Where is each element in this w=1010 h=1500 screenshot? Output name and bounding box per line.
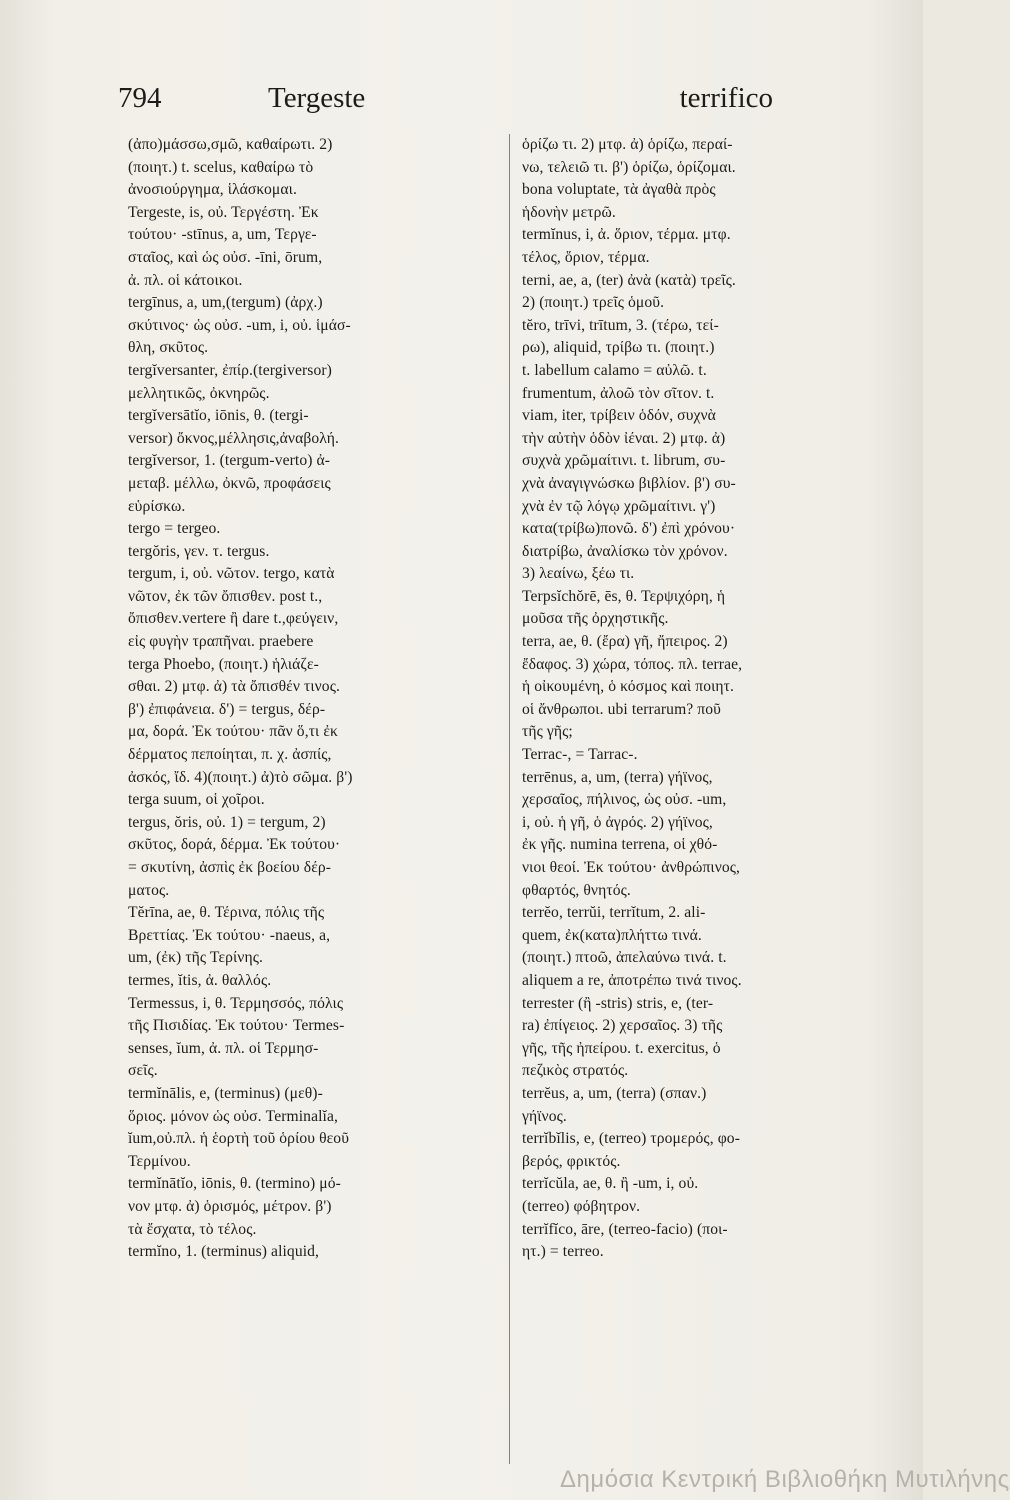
left-column-line: ĭum,οὐ.πλ. ἡ ἑορτὴ τοῦ ὁρίου θεοῦ — [128, 1130, 350, 1148]
right-column-line: terrĭbĭlis, e, (terreo) τρομερός, φο- — [522, 1130, 740, 1148]
right-column-line: χνὰ ἀναγιγνώσκω βιβλίον. β') συ- — [522, 474, 736, 492]
left-column-line: ὅριος. μόνον ὡς οὐσ. Terminalĭa, — [128, 1107, 338, 1125]
left-column-line: δέρματος πεποίηται, π. χ. ἀσπίς, — [128, 746, 332, 764]
right-column-line: Terpsĭchŏrē, ēs, θ. Τερψιχόρη, ἡ — [522, 587, 726, 605]
right-column-line: φθαρτός, θνητός. — [522, 881, 631, 899]
left-column-line: τὰ ἔσχατα, τὸ τέλος. — [128, 1220, 257, 1238]
right-column-line: ἡδονὴν μετρῶ. — [522, 203, 616, 221]
left-column-line: σθαι. 2) μτφ. ἀ) τὰ ὄπισθέν τινος. — [128, 678, 340, 696]
left-column-line: εὑρίσκω. — [128, 497, 186, 515]
right-column-line: ra) ἐπίγειος. 2) χερσαῖος. 3) τῆς — [522, 1017, 723, 1035]
right-column-line: terra, ae, θ. (ἔρα) γῆ, ἤπειρος. 2) — [522, 633, 728, 651]
right-column-line: τέλος, ὅριον, τέρμα. — [522, 248, 650, 266]
library-watermark: Δημόσια Κεντρική Βιβλιοθήκη Μυτιλήνης — [560, 1466, 1010, 1493]
left-column-line: Βρεττίας. Ἐκ τούτου· -naeus, a, — [128, 926, 331, 944]
left-column-line: ὄπισθεν.vertere ἢ dare t.,φεύγειν, — [128, 610, 339, 628]
left-column-line: tergus, ŏris, οὐ. 1) = tergum, 2) — [128, 813, 326, 831]
right-column-line: ἐκ γῆς. numina terrena, οἱ χθό- — [522, 836, 718, 854]
left-column-line: (ἀπο)μάσσω,σμῶ, καθαίρωτι. 2) — [128, 136, 333, 153]
right-column-line: 3) λεαίνω, ξέω τι. — [522, 565, 635, 583]
right-column-line: συχνὰ χρῶμαίτινι. t. librum, συ- — [522, 452, 726, 470]
right-column-line: νω, τελειῶ τι. β') ὁρίζω, ὁρίζομαι. — [522, 158, 736, 176]
right-column-line: γῆς, τῆς ἠπείρου. t. exercitus, ὁ — [522, 1039, 721, 1057]
column-divider — [509, 134, 510, 1464]
right-column-line: χερσαῖος, πήλινος, ὡς οὐσ. -um, — [522, 791, 727, 809]
right-column-line: ητ.) = terreo. — [522, 1243, 604, 1261]
right-column-line: terrĭfĭco, āre, (terreo-facio) (ποι- — [522, 1220, 728, 1238]
left-column-line: β') ἐπιφάνεια. δ') = tergus, δέρ- — [128, 700, 326, 718]
left-column-line: σταῖος, καὶ ὡς οὐσ. -īni, ōrum, — [128, 248, 323, 266]
right-column-line: χνὰ ἐν τῷ λόγῳ χρῶμαίτινι. γ') — [522, 497, 716, 515]
left-column-line: Tĕrīna, ae, θ. Τέρινα, πόλις τῆς — [128, 904, 325, 922]
left-column-line: tergĭversanter, ἐπίρ.(tergiversor) — [128, 361, 332, 379]
left-column-line: ἀνοσιούργημα, ἱλάσκομαι. — [128, 181, 297, 199]
right-column-line: ἡ οἰκουμένη, ὁ κόσμος καὶ ποιητ. — [522, 678, 735, 696]
right-column-line: οἱ ἄνθρωποι. ubi terrarum? ποῦ — [522, 700, 722, 718]
right-column-line: viam, iter, τρίβειν ὁδόν, συχνὰ — [522, 407, 716, 425]
left-column-line: Termessus, i, θ. Τερμησσός, πόλις — [128, 994, 344, 1012]
right-column-line: 2) (ποιητ.) τρεῖς ὁμοῦ. — [522, 294, 665, 312]
left-column-line: ἀσκός, ἴδ. 4)(ποιητ.) ἀ)τὸ σῶμα. β') — [128, 768, 353, 786]
right-column-line: (terreo) φόβητρον. — [522, 1197, 641, 1215]
right-column-line: i, οὐ. ἡ γῆ, ὁ ἀγρός. 2) γήϊνος, — [522, 813, 713, 831]
left-column-line: σκῦτος, δορά, δέρμα. Ἐκ τούτου· — [128, 836, 341, 854]
right-column-line: ἔδαφος. 3) χώρα, τόπος. πλ. terrae, — [522, 655, 743, 673]
right-column-line: terrĕo, terrŭi, terrĭtum, 2. ali- — [522, 904, 706, 922]
right-column-line: tĕro, trīvi, trītum, 3. (τέρω, τεί- — [522, 316, 719, 334]
left-column-line: τῆς Πισιδίας. Ἐκ τούτου· Termes- — [128, 1017, 345, 1035]
right-column-line: βερός, φρικτός. — [522, 1152, 621, 1170]
right-column-line: Terrac-, = Tarrac-. — [522, 746, 638, 764]
right-column-line: μοῦσα τῆς ὀρχηστικῆς. — [522, 610, 669, 628]
left-column-line: εἰς φυγὴν τραπῆναι. praebere — [128, 633, 314, 651]
left-column-line: = σκυτίνη, ἀσπὶς ἐκ βοείου δέρ- — [128, 859, 332, 876]
left-column-line: versor) ὄκνος,μέλλησις,ἀναβολή. — [128, 429, 340, 447]
right-column-line: frumentum, ἀλοῶ τὸν σῖτον. t. — [522, 384, 715, 402]
left-column-line: μα, δορά. Ἐκ τούτου· πᾶν ὅ,τι ἐκ — [128, 723, 338, 741]
right-column-line: terrĕus, a, um, (terra) (σπαν.) — [522, 1084, 707, 1102]
left-column-line: termes, ĭtis, ἀ. θαλλός. — [128, 971, 272, 989]
right-column-line: διατρίβω, ἀναλίσκω τὸν χρόνον. — [522, 542, 728, 560]
right-column-line: terrēnus, a, um, (terra) γήϊνος, — [522, 768, 713, 786]
left-column-line: senses, ĭum, ἀ. πλ. οἱ Τερμησ- — [128, 1039, 319, 1057]
right-column-line: τὴν αὐτὴν ὁδὸν ἰέναι. 2) μτφ. ἀ) — [522, 429, 726, 447]
left-column-line: termĭnātĭo, iōnis, θ. (termino) μό- — [128, 1175, 341, 1193]
right-headword: terrifico — [679, 82, 773, 114]
left-column-line: Τερμίνου. — [128, 1152, 191, 1170]
left-column-line: tergĭversātĭo, iōnis, θ. (tergi- — [128, 407, 309, 425]
right-column-line: ρω), aliquid, τρίβω τι. (ποιητ.) — [522, 339, 715, 357]
right-column-line: quem, ἐκ(κατα)πλήττω τινά. — [522, 926, 702, 944]
left-column-line: termĭnālis, e, (terminus) (μεθ)- — [128, 1084, 323, 1102]
left-column-line: tergo = tergeo. — [128, 520, 221, 538]
left-column-line: tergīnus, a, um,(tergum) (ἀρχ.) — [128, 294, 323, 312]
right-column-line: γήϊνος. — [522, 1107, 567, 1125]
left-column-line: (ποιητ.) t. scelus, καθαίρω τὸ — [128, 158, 314, 176]
left-column-line: terga suum, οἱ χοῖροι. — [128, 791, 265, 809]
right-column-line: t. labellum calamo = αὐλῶ. t. — [522, 361, 707, 379]
right-column-line: ὁρίζω τι. 2) μτφ. ἀ) ὁρίζω, περαί- — [522, 136, 733, 153]
right-column-line: termĭnus, i, ἀ. ὅριον, τέρμα. μτφ. — [522, 226, 731, 244]
left-column-line: σεῖς. — [128, 1062, 158, 1080]
left-headword: Tergeste — [268, 82, 366, 114]
left-column-line: νον μτφ. ἀ) ὁρισμός, μέτρον. β') — [128, 1197, 332, 1215]
left-column — [128, 134, 500, 1474]
right-column-line: terni, ae, a, (ter) ἀνὰ (κατὰ) τρεῖς. — [522, 271, 736, 289]
left-column-line: μεταβ. μέλλω, ὀκνῶ, προφάσεις — [128, 474, 331, 492]
running-head — [118, 82, 773, 122]
right-column-line: τῆς γῆς; — [522, 723, 573, 741]
right-column-line: terrĭcŭla, ae, θ. ἢ -um, i, οὐ. — [522, 1175, 699, 1193]
right-column-line: (ποιητ.) πτοῶ, ἀπελαύνω τινά. t. — [522, 949, 727, 967]
right-column-line: νιοι θεοί. Ἐκ τούτου· ἀνθρώπινος, — [522, 859, 741, 876]
left-column-line: um, (ἐκ) τῆς Τερίνης. — [128, 949, 263, 967]
right-column-line: terrester (ἢ -stris) stris, e, (ter- — [522, 994, 714, 1012]
right-column-line: aliquem a re, ἀποτρέπω τινά τινος. — [522, 971, 742, 989]
left-column-line: tergŏris, γεν. τ. tergus. — [128, 542, 270, 560]
left-column-line: τούτου· -stīnus, a, um, Τεργε- — [128, 226, 317, 244]
left-column-line: ἀ. πλ. οἱ κάτοικοι. — [128, 271, 243, 289]
left-column-line: termĭno, 1. (terminus) aliquid, — [128, 1243, 320, 1261]
right-column-line: bona voluptate, τὰ ἀγαθὰ πρὸς — [522, 181, 716, 199]
right-column — [522, 134, 884, 1474]
left-column-line: νῶτον, ἐκ τῶν ὄπισθεν. post t., — [128, 587, 323, 605]
left-column-line: terga Phoebo, (ποιητ.) ἡλιάζε- — [128, 655, 319, 673]
right-column-line: κατα(τρίβω)πονῶ. δ') ἐπὶ χρόνου· — [522, 520, 736, 538]
right-column-line: πεζικὸς στρατός. — [522, 1062, 629, 1080]
left-column-line: Tergeste, is, οὐ. Τεργέστη. Ἐκ — [128, 203, 319, 221]
left-column-line: ματος. — [128, 881, 170, 899]
left-column-line: tergĭversor, 1. (tergum-verto) ἀ- — [128, 452, 331, 470]
left-column-line: θλη, σκῦτος. — [128, 339, 209, 357]
page-number: 794 — [118, 82, 162, 114]
left-column-line: μελλητικῶς, ὀκνηρῶς. — [128, 384, 270, 402]
left-column-line: σκύτινος· ὡς οὐσ. -um, i, οὐ. ἱμάσ- — [128, 316, 351, 334]
left-column-line: tergum, i, οὐ. νῶτον. tergo, κατὰ — [128, 565, 335, 583]
